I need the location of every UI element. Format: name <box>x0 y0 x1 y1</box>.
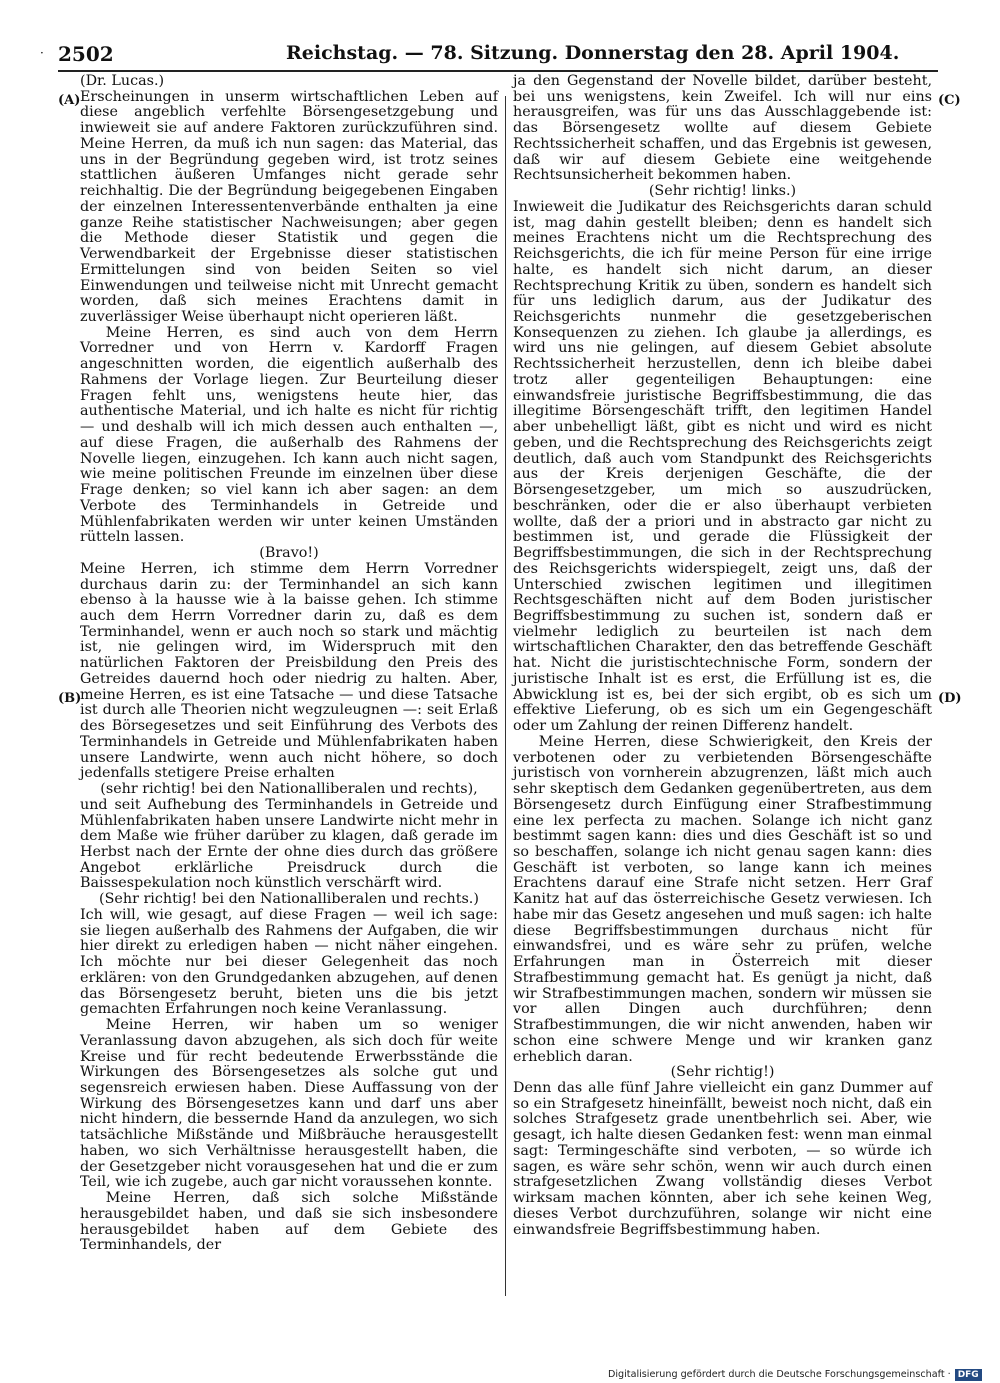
footer-text: Digitalisierung gefördert durch die Deutsche Forschungsgemeinschaft · <box>608 1369 951 1380</box>
margin-mark-a: (A) <box>58 93 81 108</box>
paragraph: Meine Herren, ich stimme dem Herrn Vorredner durchaus darin zu: der Terminhandel an sich kann ebenso à la hausse wie à la baisse gehen. Ich stimme auch dem Herrn Vorredner darin zu, daß es dem Terminhandel, wenn er auch noch so stark und mächtig ist, nie gelingen wird, im Widerspruch mit den natürlichen Faktoren der Preisbildung den Preis des Getreides dauernd hoch oder niedrig zu halten. Aber, meine Herren, es ist eine Tatsache — und diese Tatsache ist durch alle Theorien nicht wegzuleugnen —: seit Erlaß des Börsegesetzes und seit Einführung des Verbots des Terminhandels in Getreide und Mühlenfabrikaten haben unsere Landwirte, wenn auch nicht höhere, so doch jedenfalls stetigere Preise erhalten <box>80 560 498 782</box>
paragraph: Ich will, wie gesagt, auf diese Fragen — weil ich sage: sie liegen außerhalb des Rahmens der Aufgaben, die wir hier direkt zu erledigen haben — nicht näher eingehen. Ich möchte nur bei dieser Gelegenheit das noch erklären: von den Grundgedanken abzugehen, auf denen das Börsengesetz beruht, bieten uns die bis jetzt gemachten Erfahrungen noch keine Veranlassung. <box>80 906 498 1018</box>
margin-mark-b: (B) <box>58 691 82 706</box>
paragraph: Meine Herren, daß sich solche Mißstände herausgebildet haben, und daß sie sich insbesondere herausgebildet haben auf dem Gebiete des Terminhandels, der <box>80 1190 498 1254</box>
running-title: Reichstag. — 78. Sitzung. Donnerstag den 28. April 1904. <box>286 42 900 64</box>
right-column <box>513 74 932 1238</box>
interjection: (Bravo!) <box>259 545 319 562</box>
paragraph: und seit Aufhebung des Terminhandels in Getreide und Mühlenfabrikaten haben unsere Landwirte nicht mehr in dem Maße wie früher darüber zu klagen, daß gerade im Herbst nach der Ernte der ohne dies durch das größere Angebot erklärliche Preisdruck durch die Baissespekulation noch künstlich verschärft wird. <box>80 796 498 892</box>
paragraph: Erscheinungen in unserm wirtschaftlichen Leben auf diese angeblich verfehlte Börsengesetzgebung und inwieweit sie auf andere Faktoren zurückzuführen sind. Meine Herren, da muß ich nun sagen: das Material, das uns in der Begründung gegeben wird, ist trotz seines stattlichen äußeren Umfanges nicht gerade sehr reichhaltig. Die der Begründung beigegebenen Eingaben der einzelnen Interessentenverbände enthalten ja eine ganze Reihe statistischer Nachweisungen; aber gegen die Methode dieser Statistik und gegen die Verwendbarkeit der Ergebnisse dieser statistischen Ermittelungen sind von beiden Seiten so viel Einwendungen und teilweise nicht mit Unrecht gemacht worden, daß sich meines Erachtens damit in zuverlässiger Weise überhaupt nicht operieren läßt. <box>80 88 498 326</box>
interjection: (Sehr richtig! bei den Nationalliberalen und rechts.) <box>99 891 479 908</box>
paragraph: Meine Herren, diese Schwierigkeit, den Kreis der verbotenen oder zu verbietenden Börsengeschäfte juristisch von vornherein abzugrenzen, läßt mich auch sehr skeptisch dem Gedanken gegenübertreten, aus dem Börsengesetz durch Einfügung einer Strafbestimmung eine lex perfecta zu machen. Solange ich nicht ganz bestimmt sagen kann: dies und dies Geschäft ist so und so beschaffen, solange ich nicht genau sagen kann: dies Geschäft ist verboten, so lange kann ich meines Erachtens darauf eine Strafe nicht setzen. Herr Graf Kanitz hat auf das österreichische Gesetz verwiesen. Ich habe mir das Gesetz angesehen und muß sagen: ich halte diese Begriffsbestimmungen durchaus nicht für einwandsfrei, und es wäre sehr zu prüfen, welche Erfahrungen man in Österreich mit dieser Strafbestimmung gemacht hat. Es genügt ja nicht, daß wir Strafbestimmungen machen, sondern wir müssen sie vor allen Dingen auch durchführen; denn Strafbestimmungen, die wir nicht anwenden, haben wir schon eine schwere Menge und wir kranken ganz erheblich daran. <box>513 733 932 1065</box>
page-number: 2502 <box>58 42 114 66</box>
paragraph: Meine Herren, es sind auch von dem Herrn Vorredner und von Herrn v. Kardorff Fragen angeschnitten worden, die eigentlich außerhalb des Rahmens der Vorlage liegen. Zur Beurteilung dieser Fragen fehlt uns, wenigstens heute hier, das authentische Material, und ich halte es nicht für richtig — und deshalb will ich mich dessen auch enthalten —, auf diese Fragen, die außerhalb des Rahmens der Novelle liegen, einzugehen. Ich kann auch nicht sagen, wie meine politischen Freunde im einzelnen über diese Frage denken; so viel kann ich aber sagen: an dem Verbote des Terminhandels in Getreide und Mühlenfabrikaten werden wir unter keinen Umständen rütteln lassen. <box>80 324 498 546</box>
dfg-logo: DFG <box>955 1369 982 1381</box>
paragraph: ja den Gegenstand der Novelle bildet, darüber besteht, bei uns wenigstens, kein Zweifel. Ich will nur eins herausgreifen, was für uns das Ausschlaggebende ist: das Börsengesetz wollte auf diesem Gebiete Rechtssicherheit schaffen, und das Ergebnis ist gewesen, daß wir auf diesem Gebiete eine weitgehende Rechtsunsicherheit bekommen haben. <box>513 73 932 184</box>
column-divider <box>505 96 506 1296</box>
speaker-label: (Dr. Lucas.) <box>80 73 165 89</box>
paragraph: Denn das alle fünf Jahre vielleicht ein ganz Dummer auf so ein Strafgesetz hineinfällt, beweist noch nicht, daß ein solches Strafgesetz grade unentbehrlich sei. Aber, wie gesagt, ich halte diesen Gedanken fest: wenn man einmal sagt: Termingeschäfte sind verboten, — so würde ich sagen, es wäre sehr schön, wenn wir auch durch einen strafgesetzlichen Zwang vollständig dieses Verbot wirksam machen könnten, aber ich sehe keinen Weg, dieses Verbot durchzuführen, solange wir nicht eine einwandsfreie Begriffsbestimmung haben. <box>513 1080 932 1238</box>
paragraph: Inwieweit die Judikatur des Reichsgerichts daran schuld ist, mag dahin gestellt bleiben; denn es handelt sich meines Erachtens nicht um die Rechtsprechung des Reichsgerichts, die ich für meine Person für eine irrige halte, es handelt sich nicht darum, an dieser Rechtsprechung Kritik zu üben, sondern es handelt sich für uns lediglich darum, aus der Judikatur des Reichsgerichts nunmehr die gesetzgeberischen Konsequenzen zu ziehen. Ich glaube ja allerdings, es wird uns nie gelingen, auf diesem Gebiet absolute Rechtssicherheit herzustellen, denn ich bleibe dabei trotz aller gegenteiligen Behauptungen: eine einwandsfreie juristische Begriffsbestimmung, die das illegitime Börsengeschäft trifft, den legitimen Handel aber unbehelligt läßt, gibt es nicht und wird es nicht geben, und die Rechtsprechung des Reichsgerichts zeigt deutlich, daß auch vom Standpunkt des Reichsgerichts aus der Kreis derjenigen Geschäfte, die der Börsengesetzgeber, um mich so auszudrücken, beschränken, oder die er also überhaupt verbieten wollte, daß der a priori und in abstracto gar nicht zu bestimmen ist, und gerade die Flüssigkeit der Begriffsbestimmungen, die sich in der Rechtsprechung des Reichsgerichts widerspiegelt, zeigt uns, daß der Unterschied zwischen legitimen und illegitimen Rechtsgeschäften nicht auf dem Boden juristischer Begriffsbestimmung zu suchen ist, sondern daß er vielmehr lediglich zu beurteilen ist nach dem wirtschaftlichen Charakter, den das betreffende Geschäft hat. Nicht die juristischtechnische Form, sondern der juristische Inhalt ist es erst, die Erfüllung ist es, die Abwicklung ist es, bei der sich ergibt, ob es sich um effektive Lieferung, ob es sich um ein Gegengeschäft oder um Zahlung der reinen Differenz handelt. <box>513 198 932 735</box>
interjection: (Sehr richtig!) <box>670 1064 775 1081</box>
digitization-footer <box>608 1369 982 1381</box>
interjection: (Sehr richtig! links.) <box>648 183 797 200</box>
left-column <box>80 74 498 1254</box>
margin-mark-d: (D) <box>938 691 962 706</box>
margin-mark-c: (C) <box>938 93 961 108</box>
page-corner-mark: · <box>40 46 44 60</box>
page-header <box>58 42 938 70</box>
paragraph: Meine Herren, wir haben um so weniger Veranlassung davon abzugehen, als sich doch für weite Kreise und für recht bedeutende Erwerbsstände die Wirkungen des Börsengesetzes als solche gut und segensreich erwiesen haben. Diese Auffassung von der Wirkung des Börsengesetzes kann und darf uns aber nicht hindern, die bessernde Hand da anzulegen, wo sich tatsächliche Mißstände und Mißbräuche herausgestellt haben, wo sich Verhältnisse herausgestellt haben, die der Gesetzgeber nicht vorausgesehen hat und die er zum Teil, wie ich zugebe, auch gar nicht voraussehen konnte. <box>80 1017 498 1191</box>
header-rule <box>58 70 938 72</box>
interjection: (sehr richtig! bei den Nationalliberalen und rechts), <box>100 781 478 798</box>
